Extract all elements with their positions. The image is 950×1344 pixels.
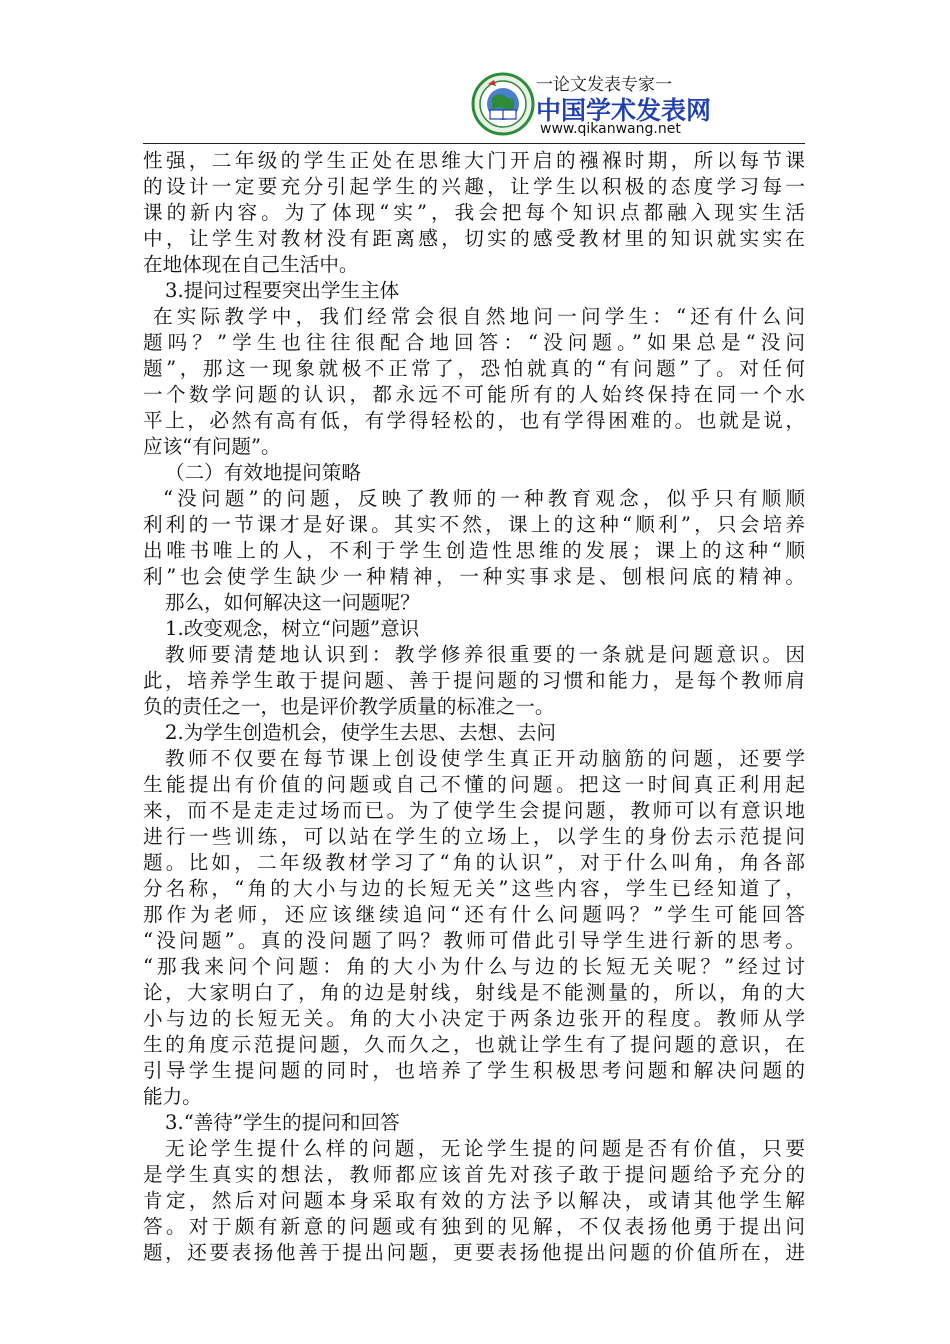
text-line: “没问题”的问题，反映了教师的一种教育观念，似乎只有顺顺 [163,487,805,510]
globe-book-logo-icon [470,68,536,140]
text-line: 的设计一定要充分引起学生的兴趣，让学生以积极的态度学习每一 [143,175,805,198]
text-line: 利利的一节课才是好课。其实不然，课上的这种“顺利”，只会培养 [143,513,805,536]
text-line: 平上，必然有高有低，有学得轻松的，也有学得困难的。也就是说， [143,409,805,432]
header-divider [143,143,805,144]
text-line: 分名称，“角的大小与边的长短无关”这些内容，学生已经知道了， [143,877,805,900]
text-line: 此，培养学生敢于提问题、善于提问题的习惯和能力，是每个教师肩 [143,669,805,692]
text-line: 1.改变观念，树立“问题”意识 [165,617,420,640]
text-line: 那么，如何解决这一问题呢？ [165,591,420,614]
text-line: 引导学生提问题的同时，也培养了学生积极思考问题和解决问题的 [143,1059,805,1082]
document-body [143,148,805,1266]
text-line: 题，还要表扬他善于提出问题，更要表扬他提出问题的价值所在，进 [143,1241,805,1264]
text-line: 3.“善待”学生的提问和回答 [165,1111,400,1134]
text-line: 在实际教学中，我们经常会很自然地问一问学生：“还有什么问 [153,305,805,328]
text-line: 应该“有问题”。 [143,435,281,458]
text-line: 能力。 [143,1085,202,1108]
text-line: 小与边的长短无关。角的大小决定于两条边张开的程度。教师从学 [143,1007,805,1030]
text-line: 那作为老师，还应该继续追问“还有什么问题吗？”学生可能回答 [143,903,805,926]
text-line: 出唯书唯上的人，不利于学生创造性思维的发展；课上的这种“顺 [143,539,805,562]
text-line: 是学生真实的想法，教师都应该首先对孩子敢于提问题给予充分的 [143,1163,805,1186]
text-line: 教师不仅要在每节课上创设使学生真正开动脑筋的问题，还要学 [165,747,805,770]
text-line: 生能提出有价值的问题或自己不懂的问题。把这一时间真正利用起 [143,773,805,796]
text-line: 进行一些训练，可以站在学生的立场上，以学生的身份去示范提问 [143,825,805,848]
logo-tagline: 一论文发表专家一 [536,75,672,95]
text-line: 一个数学问题的认识，都永远不可能所有的人始终保持在同一个水 [143,383,805,406]
text-line: 利”也会使学生缺少一种精神，一种实事求是、刨根问底的精神。 [143,565,805,588]
text-line: 负的责任之一，也是评价教学质量的标准之一。 [143,695,555,718]
logo-url: www.qikanwang.net [540,121,681,137]
text-line: 题。比如，二年级教材学习了“角的认识”，对于什么叫角，角各部 [143,851,805,874]
text-line: 来，而不是走走过场而已。为了使学生会提问题，教师可以有意识地 [143,799,805,822]
logo-site-name: 中国学术发表网 [536,96,712,125]
text-line: 答。对于颇有新意的问题或有独到的见解，不仅表扬他勇于提出问 [143,1215,805,1238]
text-line: 生的角度示范提问题，久而久之，也就让学生有了提问题的意识，在 [143,1033,805,1056]
text-line: 肯定，然后对问题本身采取有效的方法予以解决，或请其他学生解 [143,1189,805,1212]
text-line: 题吗？”学生也往往很配合地回答：“没问题。”如果总是“没问 [143,331,805,354]
text-line: 教师要清楚地认识到：教学修养很重要的一条就是问题意识。因 [165,643,805,666]
text-line: 课的新内容。为了体现“实”，我会把每个知识点都融入现实生活 [143,201,805,224]
text-line: “没问题”。真的没问题了吗？教师可借此引导学生进行新的思考。 [143,929,805,952]
text-line: 题”，那这一现象就极不正常了，恐怕就真的“有问题”了。对任何 [143,357,805,380]
text-line: 3.提问过程要突出学生主体 [165,279,400,302]
text-line: 2.为学生创造机会，使学生去思、去想、去问 [165,721,556,744]
text-line: 性强，二年级的学生正处在思维大门开启的襁褓时期，所以每节课 [143,149,805,172]
text-line: “那我来问个问题：角的大小为什么与边的长短无关呢？”经过讨 [143,955,805,978]
site-logo-header [470,68,712,140]
text-line: 无论学生提什么样的问题，无论学生提的问题是否有价值，只要 [165,1137,805,1160]
text-line: 在地体现在自己生活中。 [143,253,359,276]
text-line: 论，大家明白了，角的边是射线，射线是不能测量的，所以，角的大 [143,981,805,1004]
text-line: 中，让学生对教材没有距离感，切实的感受教材里的知识就实实在 [143,227,805,250]
text-line: （二）有效地提问策略 [165,461,361,484]
